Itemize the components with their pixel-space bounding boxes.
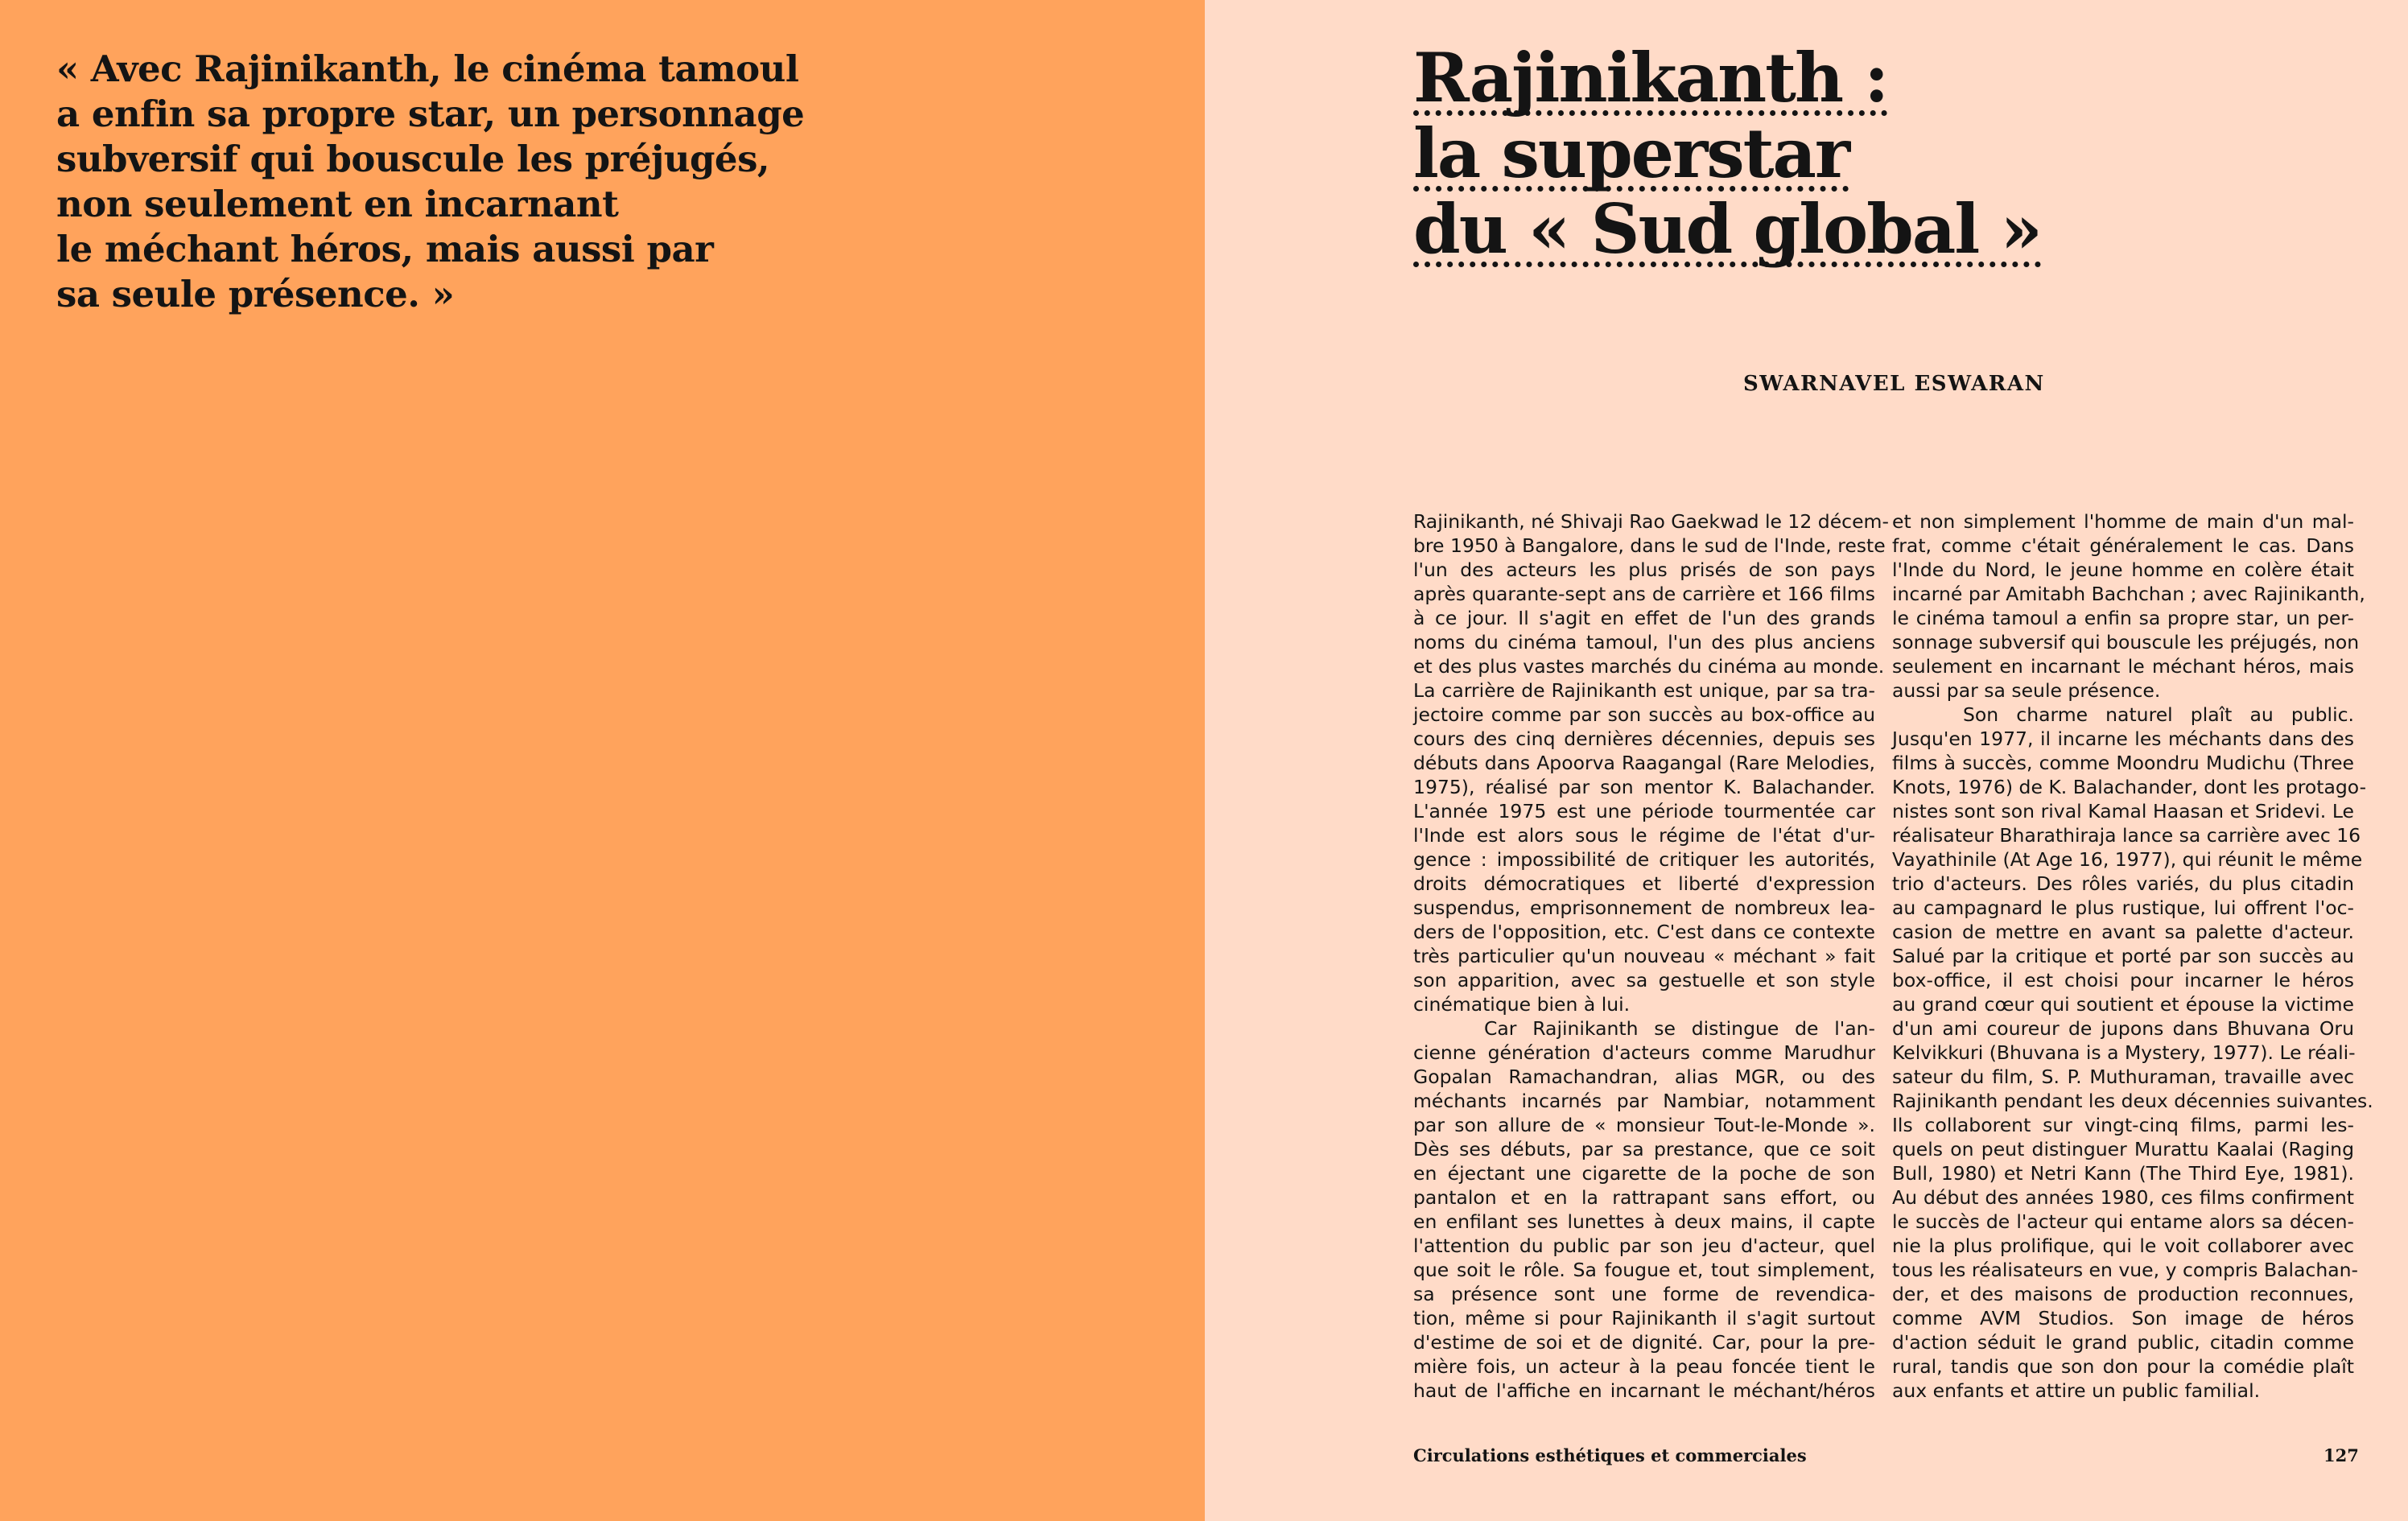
text-line: incarné par Amitabh Bachchan ; avec Rajinikanth, [1892, 583, 2365, 605]
text-line: l'un des acteurs les plus prisés de son pays [1413, 559, 1875, 581]
text-line: d'action séduit le grand public, citadin comme [1892, 1331, 2354, 1354]
title-line: du « Sud global » [1413, 189, 2041, 269]
text-line: sateur du film, S. P. Muthuraman, travaille avec [1892, 1066, 2354, 1088]
text-line: Au début des années 1980, ces films confirment [1892, 1186, 2354, 1209]
text-line: et des plus vastes marchés du cinéma au monde. [1413, 655, 1885, 678]
text-line: cienne génération d'acteurs comme Marudhur [1413, 1041, 1875, 1064]
pull-quote-line: subversif qui bouscule les préjugés, [56, 138, 770, 180]
pull-quote-line: non seulement en incarnant [56, 183, 619, 225]
text-line: rural, tandis que son don pour la comédie plaît [1892, 1355, 2354, 1378]
text-line: gence : impossibilité de critiquer les autorités, [1413, 848, 1875, 871]
text-line: réalisateur Bharathiraja lance sa carrière avec 16 [1892, 824, 2361, 847]
text-line: par son allure de « monsieur Tout-le-Monde ». [1413, 1114, 1875, 1136]
text-line: très particulier qu'un nouveau « méchant » fait [1413, 945, 1875, 967]
text-line: der, et des maisons de production reconnues, [1892, 1283, 2354, 1305]
text-line: sonnage subversif qui bouscule les préjugés, non [1892, 631, 2360, 653]
text-line: jectoire comme par son succès au box-office au [1413, 703, 1875, 726]
text-line: que soit le rôle. Sa fougue et, tout simplement, [1413, 1259, 1875, 1281]
text-line: La carrière de Rajinikanth est unique, par sa tra- [1413, 679, 1875, 702]
text-line: haut de l'affiche en incarnant le méchant/héros [1413, 1379, 1875, 1402]
article-column-2 [1892, 509, 2373, 1403]
text-line: son apparition, avec sa gestuelle et son style [1413, 969, 1875, 991]
text-line: casion de mettre en avant sa palette d'acteur. [1892, 921, 2354, 943]
text-line: le succès de l'acteur qui entame alors sa décen- [1892, 1210, 2354, 1233]
text-line: et non simplement l'homme de main d'un mal- [1892, 510, 2354, 533]
article-column-1 [1413, 509, 1889, 1403]
text-line: d'un ami coureur de jupons dans Bhuvana Oru [1892, 1017, 2354, 1040]
text-line: nie la plus prolifique, qui le voit collaborer avec [1892, 1235, 2354, 1257]
pull-quote-line: « Avec Rajinikanth, le cinéma tamoul [56, 47, 799, 90]
text-line: nistes sont son rival Kamal Haasan et Sridevi. Le [1892, 800, 2354, 822]
text-line: à ce jour. Il s'agit en effet de l'un des grands [1413, 607, 1875, 629]
text-line: cours des cinq dernières décennies, depuis ses [1413, 728, 1875, 750]
text-line: comme AVM Studios. Son image de héros [1892, 1307, 2354, 1329]
article-author: SWARNAVEL ESWARAN [1743, 372, 2045, 396]
text-line: mière fois, un acteur à la peau foncée tient le [1413, 1355, 1875, 1378]
title-line: la superstar [1413, 113, 1849, 193]
text-line: pantalon et en la rattrapant sans effort, ou [1413, 1186, 1875, 1209]
text-line: ders de l'opposition, etc. C'est dans ce contexte [1413, 921, 1875, 943]
text-line: L'année 1975 est une période tourmentée car [1413, 800, 1875, 822]
text-line: quels on peut distinguer Murattu Kaalai (Raging [1892, 1138, 2354, 1160]
pull-quote-line: le méchant héros, mais aussi par [56, 228, 714, 270]
text-line: trio d'acteurs. Des rôles variés, du plus citadin [1892, 872, 2354, 895]
text-line: le cinéma tamoul a enfin sa propre star, un per- [1892, 607, 2354, 629]
text-line: l'Inde est alors sous le régime de l'état d'ur- [1413, 824, 1875, 847]
text-line: Bull, 1980) et Netri Kann (The Third Eye, 1981). [1892, 1162, 2354, 1185]
text-line: cinématique bien à lui. [1413, 993, 1631, 1016]
text-line: tion, même si pour Rajinikanth il s'agit surtout [1413, 1307, 1875, 1329]
text-line: Son charme naturel plaît au public. [1963, 703, 2354, 726]
text-line: Rajinikanth pendant les deux décennies suivantes. [1892, 1090, 2373, 1112]
pull-quote-line: sa seule présence. » [56, 273, 455, 315]
text-line: 1975), réalisé par son mentor K. Balachander. [1413, 776, 1875, 798]
text-line: Dès ses débuts, par sa prestance, que ce soit [1413, 1138, 1875, 1160]
text-line: au grand cœur qui soutient et épouse la victime [1892, 993, 2354, 1016]
text-line: aussi par sa seule présence. [1892, 679, 2161, 702]
text-line: en enfilant ses lunettes à deux mains, il capte [1413, 1210, 1875, 1233]
pull-quote [56, 47, 1022, 317]
text-line: droits démocratiques et liberté d'expression [1413, 872, 1875, 895]
footer-section-title: Circulations esthétiques et commerciales [1413, 1445, 1807, 1465]
text-line: Gopalan Ramachandran, alias MGR, ou des [1413, 1066, 1875, 1088]
text-line: noms du cinéma tamoul, l'un des plus anciens [1413, 631, 1875, 653]
text-line: films à succès, comme Moondru Mudichu (Three [1892, 752, 2354, 774]
text-line: suspendus, emprisonnement de nombreux lea- [1413, 897, 1875, 919]
text-line: l'Inde du Nord, le jeune homme en colère était [1892, 559, 2354, 581]
text-line: méchants incarnés par Nambiar, notamment [1413, 1090, 1875, 1112]
text-line: après quarante-sept ans de carrière et 166 films [1413, 583, 1875, 605]
title-line: Rajinikanth : [1413, 38, 1888, 117]
text-line: frat, comme c'était généralement le cas. Dans [1892, 534, 2354, 557]
text-line: sa présence sont une forme de revendica- [1413, 1283, 1875, 1305]
text-line: Vayathinile (At Age 16, 1977), qui réunit le même [1892, 848, 2363, 871]
text-line: box-office, il est choisi pour incarner le héros [1892, 969, 2354, 991]
text-line: bre 1950 à Bangalore, dans le sud de l'Inde, reste [1413, 534, 1886, 557]
text-line: Jusqu'en 1977, il incarne les méchants dans des [1892, 728, 2354, 750]
text-line: débuts dans Apoorva Raagangal (Rare Melodies, [1413, 752, 1875, 774]
text-line: Ils collaborent sur vingt-cinq films, parmi les- [1892, 1114, 2354, 1136]
text-line: seulement en incarnant le méchant héros, mais [1892, 655, 2354, 678]
text-line: l'attention du public par son jeu d'acteur, quel [1413, 1235, 1875, 1257]
text-line: en éjectant une cigarette de la poche de son [1413, 1162, 1875, 1185]
text-line: tous les réalisateurs en vue, y compris Balachan- [1892, 1259, 2358, 1281]
text-line: Knots, 1976) de K. Balachander, dont les protago- [1892, 776, 2367, 798]
text-line: Salué par la critique et porté par son succès au [1892, 945, 2354, 967]
text-line: au campagnard le plus rustique, lui offrent l'oc- [1892, 897, 2354, 919]
text-line: aux enfants et attire un public familial. [1892, 1379, 2261, 1402]
text-line: Car Rajinikanth se distingue de l'an- [1484, 1017, 1875, 1040]
page-number: 127 [2323, 1445, 2359, 1465]
text-line: Rajinikanth, né Shivaji Rao Gaekwad le 12 décem- [1413, 510, 1889, 533]
pull-quote-line: a enfin sa propre star, un personnage [56, 93, 805, 135]
text-line: Kelvikkuri (Bhuvana is a Mystery, 1977). Le réali- [1892, 1041, 2356, 1064]
article-title [1413, 40, 2041, 267]
text-line: d'estime de soi et de dignité. Car, pour la pre- [1413, 1331, 1875, 1354]
